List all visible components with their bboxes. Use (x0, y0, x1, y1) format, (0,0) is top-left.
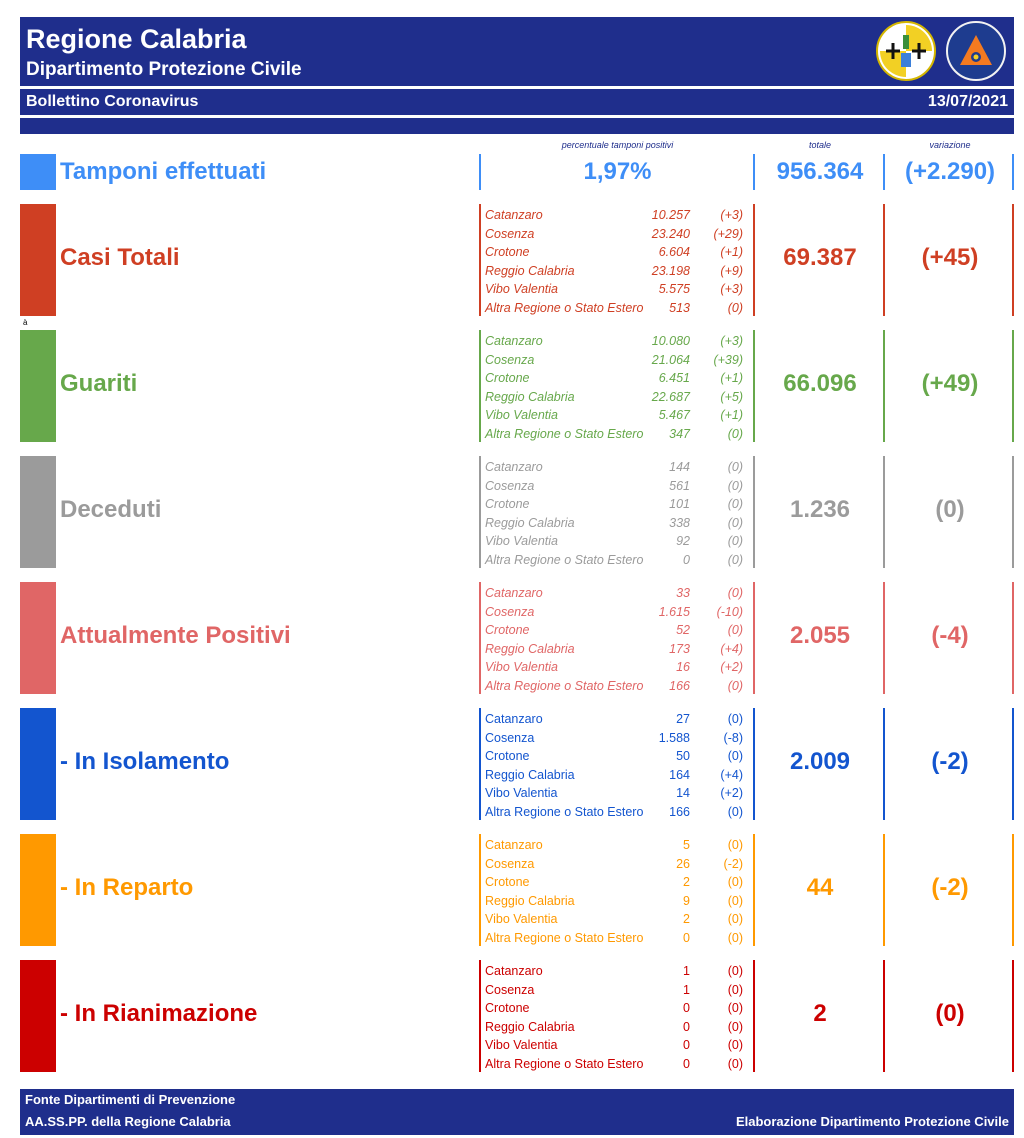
section-total: 69.387 (783, 244, 857, 271)
section-in-isolamento (0, 708, 1024, 820)
divider (479, 582, 481, 694)
region-name: Altra Regione o Stato Estero (485, 300, 644, 315)
region-value: 10.080 (651, 334, 690, 348)
region-name: Crotone (485, 749, 530, 764)
region-value: 52 (676, 623, 690, 638)
region-name: Vibo Valentia (485, 534, 558, 549)
divider (479, 456, 481, 568)
region-row (485, 836, 750, 855)
region-name: Crotone (485, 497, 530, 512)
region-row (485, 425, 750, 444)
section-total: 2.009 (789, 748, 851, 775)
section-variation: (0) (935, 1000, 965, 1027)
section-swatch (20, 456, 56, 568)
region-row (485, 803, 750, 822)
region-value: 338 (669, 515, 690, 530)
section-variation: (+49) (921, 370, 979, 397)
region-value: 0 (683, 1056, 690, 1071)
region-row (485, 784, 750, 803)
region-value: 16 (676, 660, 690, 675)
regione-calabria-logo (876, 21, 936, 81)
region-delta: (+4) (720, 767, 743, 782)
region-value: 6.451 (658, 371, 690, 386)
region-delta: (0) (727, 1056, 743, 1071)
region-name: Altra Regione o Stato Estero (485, 804, 644, 819)
region-name: Catanzaro (485, 586, 543, 600)
region-row (485, 1036, 750, 1055)
footer-credit: Elaborazione Dipartimento Protezione Civile (735, 1114, 1009, 1129)
section-deceduti (0, 456, 1024, 568)
divider (753, 456, 755, 568)
region-delta: (0) (727, 964, 743, 978)
section-variation: (-4) (931, 622, 969, 649)
region-delta: (+29) (713, 226, 743, 241)
region-value: 1.588 (658, 730, 690, 745)
section-total: 66.096 (783, 370, 857, 397)
region-name: Crotone (485, 1001, 530, 1016)
region-row (485, 225, 750, 244)
region-name: Cosenza (485, 604, 535, 619)
region-delta: (+3) (720, 208, 743, 222)
region-value: 23.240 (651, 226, 690, 241)
region-name: Crotone (485, 875, 530, 890)
divider (1012, 330, 1014, 442)
region-delta: (0) (727, 586, 743, 600)
footer-source: Fonte Dipartimenti di Prevenzione (25, 1092, 236, 1107)
region-value: 166 (669, 804, 690, 819)
region-name: Cosenza (485, 730, 535, 745)
region-value: 33 (676, 586, 690, 600)
region-name: Reggio Calabria (485, 893, 575, 908)
region-row (485, 332, 750, 351)
section-total: 2.055 (789, 622, 851, 649)
footer-source-line2: AA.SS.PP. della Regione Calabria (25, 1114, 231, 1129)
divider (1012, 708, 1014, 820)
section-variation: (0) (935, 496, 965, 523)
region-row (485, 640, 750, 659)
region-delta: (0) (727, 893, 743, 908)
region-name: Cosenza (485, 856, 535, 871)
region-name: Catanzaro (485, 208, 543, 222)
footer-bar (20, 1089, 1014, 1135)
protezione-civile-logo (946, 21, 1006, 81)
divider (753, 834, 755, 946)
region-row (485, 206, 750, 225)
region-row (485, 584, 750, 603)
divider (479, 708, 481, 820)
region-delta: (0) (727, 515, 743, 530)
region-value: 164 (669, 767, 690, 782)
region-delta: (0) (727, 875, 743, 890)
region-delta: (0) (727, 1019, 743, 1034)
region-delta: (+4) (720, 641, 743, 656)
region-row (485, 729, 750, 748)
region-delta: (+1) (720, 245, 743, 260)
section-label: Deceduti (60, 496, 162, 523)
tamponi-swatch (20, 154, 56, 190)
region-name: Cosenza (485, 982, 535, 997)
divider (479, 960, 481, 1072)
region-delta: (-8) (723, 730, 743, 745)
page-title: Regione Calabria (26, 24, 247, 54)
region-delta: (0) (727, 912, 743, 927)
region-name: Reggio Calabria (485, 641, 575, 656)
section-total: 2 (813, 1000, 827, 1027)
region-row (485, 1055, 750, 1074)
region-value: 513 (669, 300, 690, 315)
region-name: Catanzaro (485, 712, 543, 726)
divider (1012, 834, 1014, 946)
tamponi-row (0, 152, 1024, 192)
region-row (485, 532, 750, 551)
region-name: Reggio Calabria (485, 389, 575, 404)
region-delta: (+2) (720, 786, 743, 801)
region-row (485, 621, 750, 640)
tamponi-label: Tamponi effettuati (60, 158, 267, 185)
region-row (485, 406, 750, 425)
region-name: Cosenza (485, 352, 535, 367)
region-value: 101 (669, 497, 690, 512)
section-label: Casi Totali (60, 244, 180, 271)
region-delta: (0) (727, 930, 743, 945)
region-breakdown (485, 836, 750, 948)
region-delta: (0) (727, 1038, 743, 1053)
region-row (485, 710, 750, 729)
region-delta: (+5) (720, 389, 743, 404)
region-row (485, 855, 750, 874)
divider (753, 708, 755, 820)
region-value: 1.615 (658, 604, 690, 619)
region-name: Altra Regione o Stato Estero (485, 930, 644, 945)
region-row (485, 677, 750, 696)
region-value: 1 (683, 964, 690, 978)
region-row (485, 962, 750, 981)
region-value: 0 (683, 1038, 690, 1053)
region-name: Altra Regione o Stato Estero (485, 1056, 644, 1071)
section-variation: (+45) (921, 244, 979, 271)
region-name: Vibo Valentia (485, 912, 558, 927)
region-row (485, 929, 750, 948)
region-row (485, 458, 750, 477)
region-value: 23.198 (651, 263, 690, 278)
region-value: 144 (669, 460, 690, 474)
divider (479, 204, 481, 316)
section-swatch (20, 708, 56, 820)
region-row (485, 981, 750, 1000)
region-row (485, 999, 750, 1018)
divider (883, 582, 885, 694)
region-delta: (+2) (720, 660, 743, 675)
column-heading-percentage: percentuale tamponi positivi (561, 140, 674, 150)
region-breakdown (485, 710, 750, 822)
region-delta: (0) (727, 478, 743, 493)
region-value: 5.575 (658, 282, 690, 297)
region-delta: (0) (727, 460, 743, 474)
region-value: 92 (676, 534, 690, 549)
divider (1012, 582, 1014, 694)
region-delta: (+39) (713, 352, 743, 367)
divider (753, 582, 755, 694)
region-delta: (0) (727, 534, 743, 549)
region-value: 27 (676, 712, 690, 726)
region-value: 2 (683, 912, 690, 927)
region-value: 21.064 (651, 352, 690, 367)
divider (753, 204, 755, 316)
region-name: Reggio Calabria (485, 1019, 575, 1034)
region-value: 0 (683, 1001, 690, 1016)
region-row (485, 299, 750, 318)
column-heading-total: totale (808, 140, 832, 150)
region-name: Reggio Calabria (485, 767, 575, 782)
region-name: Catanzaro (485, 964, 543, 978)
region-value: 0 (683, 930, 690, 945)
region-breakdown (485, 206, 750, 318)
region-name: Altra Regione o Stato Estero (485, 426, 644, 441)
region-delta: (0) (727, 982, 743, 997)
tamponi-variation: (+2.290) (904, 158, 996, 185)
region-delta: (+1) (720, 408, 743, 423)
region-row (485, 369, 750, 388)
header-divider (20, 118, 1014, 134)
region-value: 5 (683, 838, 690, 852)
divider (883, 834, 885, 946)
region-value: 14 (676, 786, 690, 801)
section-swatch (20, 834, 56, 946)
region-name: Catanzaro (485, 460, 543, 474)
region-delta: (0) (727, 804, 743, 819)
divider (479, 154, 481, 190)
page-subtitle: Dipartimento Protezione Civile (26, 59, 302, 80)
divider (1012, 960, 1014, 1072)
region-row (485, 262, 750, 281)
section-label: - In Isolamento (60, 748, 230, 775)
region-value: 561 (669, 478, 690, 493)
divider (883, 708, 885, 820)
divider (1012, 204, 1014, 316)
region-row (485, 910, 750, 929)
section-attualmente-positivi (0, 582, 1024, 694)
region-name: Catanzaro (485, 334, 543, 348)
region-row (485, 280, 750, 299)
region-delta: (0) (727, 712, 743, 726)
region-name: Catanzaro (485, 838, 543, 852)
region-value: 2 (683, 875, 690, 890)
region-delta: (+1) (720, 371, 743, 386)
region-row (485, 766, 750, 785)
column-heading-variation: variazione (929, 140, 971, 150)
divider (883, 204, 885, 316)
section-label: - In Reparto (60, 874, 194, 901)
section-total: 44 (806, 874, 834, 901)
region-breakdown (485, 332, 750, 444)
region-delta: (0) (727, 623, 743, 638)
section-label: - In Rianimazione (60, 1000, 258, 1027)
region-name: Altra Regione o Stato Estero (485, 678, 644, 693)
region-row (485, 658, 750, 677)
section-swatch (20, 960, 56, 1072)
region-row (485, 495, 750, 514)
region-value: 0 (683, 552, 690, 567)
region-value: 5.467 (658, 408, 690, 423)
divider (479, 834, 481, 946)
region-value: 26 (676, 856, 690, 871)
divider (753, 154, 755, 190)
divider (883, 330, 885, 442)
region-row (485, 1018, 750, 1037)
region-delta: (-10) (716, 604, 743, 619)
region-row (485, 892, 750, 911)
region-breakdown (485, 584, 750, 696)
section-variation: (-2) (931, 874, 969, 901)
region-delta: (+3) (720, 334, 743, 348)
region-name: Vibo Valentia (485, 660, 558, 675)
divider (753, 330, 755, 442)
region-row (485, 551, 750, 570)
header-banner (20, 17, 1014, 86)
section-guariti (0, 330, 1024, 442)
section-variation: (-2) (931, 748, 969, 775)
section-label: Guariti (60, 370, 138, 397)
divider (753, 960, 755, 1072)
bulletin-title: Bollettino Coronavirus (26, 93, 199, 110)
region-value: 1 (683, 982, 690, 997)
bulletin-date: 13/07/2021 (927, 93, 1008, 110)
region-name: Reggio Calabria (485, 263, 575, 278)
region-row (485, 873, 750, 892)
section-casi-totali (0, 204, 1024, 316)
bulletin-bar (20, 89, 1014, 115)
region-name: Crotone (485, 623, 530, 638)
region-name: Reggio Calabria (485, 515, 575, 530)
region-name: Vibo Valentia (485, 1038, 558, 1053)
tamponi-total: 956.364 (776, 158, 864, 185)
region-delta: (-2) (723, 856, 743, 871)
region-row (485, 243, 750, 262)
region-breakdown (485, 458, 750, 570)
section-swatch (20, 582, 56, 694)
region-row (485, 351, 750, 370)
region-value: 9 (683, 893, 690, 908)
region-delta: (0) (727, 552, 743, 567)
region-name: Cosenza (485, 226, 535, 241)
region-name: Vibo Valentia (485, 408, 558, 423)
section-label: Attualmente Positivi (60, 622, 291, 649)
region-value: 6.604 (658, 245, 690, 260)
region-name: Vibo Valentia (485, 282, 558, 297)
region-name: Altra Regione o Stato Estero (485, 552, 644, 567)
region-delta: (0) (727, 838, 743, 852)
region-name: Crotone (485, 371, 530, 386)
region-name: Crotone (485, 245, 530, 260)
region-row (485, 477, 750, 496)
region-value: 173 (669, 641, 690, 656)
region-delta: (0) (727, 678, 743, 693)
region-name: Vibo Valentia (485, 786, 558, 801)
region-value: 50 (676, 749, 690, 764)
region-value: 0 (683, 1019, 690, 1034)
region-row (485, 603, 750, 622)
tamponi-percentage: 1,97% (583, 158, 652, 185)
section-swatch (20, 204, 56, 316)
divider (883, 456, 885, 568)
region-value: 347 (669, 426, 690, 441)
section-total: 1.236 (789, 496, 851, 523)
region-delta: (0) (727, 749, 743, 764)
section-swatch (20, 330, 56, 442)
divider (883, 960, 885, 1072)
region-breakdown (485, 962, 750, 1074)
region-name: Cosenza (485, 478, 535, 493)
divider (479, 330, 481, 442)
divider (883, 154, 885, 190)
divider (1012, 154, 1014, 190)
region-delta: (0) (727, 497, 743, 512)
region-value: 166 (669, 678, 690, 693)
region-delta: (0) (727, 300, 743, 315)
region-row (485, 388, 750, 407)
region-row (485, 747, 750, 766)
section-in-rianimazione (0, 960, 1024, 1072)
region-delta: (0) (727, 426, 743, 441)
region-value: 10.257 (651, 208, 690, 222)
region-delta: (+3) (720, 282, 743, 297)
section-in-reparto (0, 834, 1024, 946)
region-delta: (0) (727, 1001, 743, 1016)
region-delta: (+9) (720, 263, 743, 278)
divider (1012, 456, 1014, 568)
region-value: 22.687 (651, 389, 690, 404)
region-row (485, 514, 750, 533)
stray-mark: à (23, 318, 28, 327)
